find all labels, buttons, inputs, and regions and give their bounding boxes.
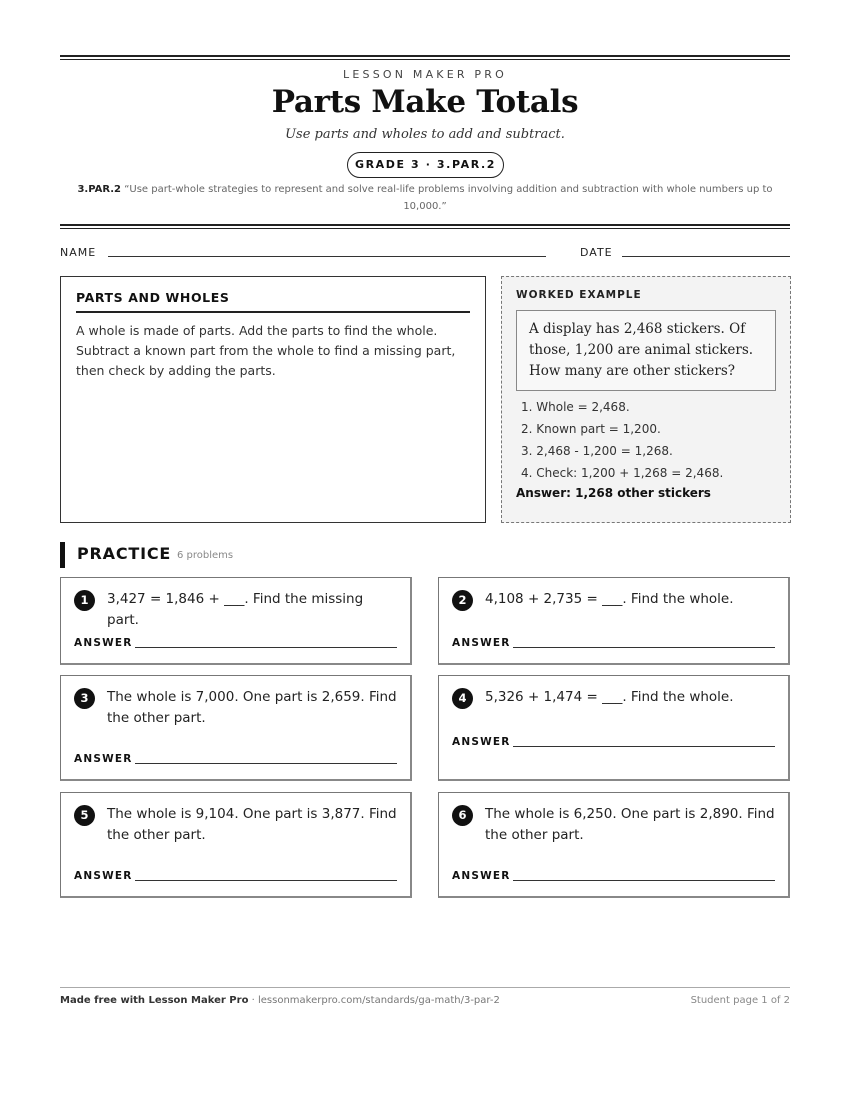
worked-example-problem: A display has 2,468 stickers. Of those, 1,200 are animal stickers. How many are other stickers?	[516, 310, 776, 391]
problem-card-2	[438, 577, 790, 665]
name-field[interactable]	[108, 256, 546, 257]
answer-label: ANSWER	[452, 870, 511, 882]
worked-example-heading: WORKED EXAMPLE	[516, 289, 642, 301]
date-label: DATE	[580, 246, 613, 259]
grade-badge: GRADE 3 · 3.PAR.2	[347, 152, 504, 178]
worked-example-steps	[516, 396, 776, 484]
top-double-rule	[60, 55, 790, 60]
answer-field[interactable]	[513, 647, 775, 648]
answer-label: ANSWER	[74, 753, 133, 765]
problem-card-6	[438, 792, 790, 898]
answer-label: ANSWER	[74, 637, 133, 649]
page-subtitle: Use parts and wholes to add and subtract.	[285, 127, 565, 142]
footer-link[interactable]: · lessonmakerpro.com/standards/ga-math/3-par-2	[248, 995, 500, 1006]
worked-example-answer: Answer: 1,268 other stickers	[516, 486, 711, 500]
standard-text: “Use part-whole strategies to represent and solve real-life problems involving addition and subtraction with whole numbers up to 10,000.”	[124, 184, 773, 212]
footer-credit	[60, 995, 500, 1006]
answer-field[interactable]	[513, 880, 775, 881]
standard-code: 3.PAR.2	[77, 184, 122, 195]
answer-label: ANSWER	[452, 637, 511, 649]
worked-step: 1. Whole = 2,468.	[521, 400, 630, 414]
problem-card-4	[438, 675, 790, 781]
footer-made-with: Made free with Lesson Maker Pro	[60, 995, 249, 1006]
problem-text: The whole is 9,104. One part is 3,877. Find the other part.	[107, 806, 397, 843]
footer-page-number: Student page 1 of 2	[690, 995, 790, 1006]
problem-number-badge: 6	[452, 805, 473, 826]
name-label: NAME	[60, 246, 97, 259]
brand-name: LESSON MAKER PRO	[343, 68, 507, 81]
problem-text: 3,427 = 1,846 + ___. Find the missing part.	[107, 591, 364, 628]
problem-text: 4,108 + 2,735 = ___. Find the whole.	[485, 591, 734, 607]
standard-description	[70, 181, 780, 215]
practice-accent-bar	[60, 542, 65, 568]
problem-number-badge: 3	[74, 688, 95, 709]
parts-box-body: A whole is made of parts. Add the parts to find the whole. Subtract a known part from the whole to find a missing part, then check by adding the parts.	[76, 323, 456, 378]
worked-step: 4. Check: 1,200 + 1,268 = 2,468.	[521, 466, 724, 480]
parts-and-wholes-box	[60, 276, 486, 523]
problem-card-1	[60, 577, 412, 665]
practice-heading: PRACTICE	[77, 544, 172, 563]
problem-number-badge: 2	[452, 590, 473, 611]
practice-count: 6 problems	[177, 550, 234, 561]
problem-card-3	[60, 675, 412, 781]
problem-number-badge: 5	[74, 805, 95, 826]
date-field[interactable]	[622, 256, 790, 257]
worked-example-box	[501, 276, 791, 523]
parts-box-heading: PARTS AND WHOLES	[76, 290, 470, 313]
answer-field[interactable]	[135, 647, 397, 648]
header-bottom-rule	[60, 224, 790, 229]
page-title: Parts Make Totals	[271, 84, 579, 120]
footer-rule	[60, 987, 790, 988]
answer-field[interactable]	[513, 746, 775, 747]
worked-step: 3. 2,468 - 1,200 = 1,268.	[521, 444, 673, 458]
answer-label: ANSWER	[452, 736, 511, 748]
problem-number-badge: 4	[452, 688, 473, 709]
answer-field[interactable]	[135, 763, 397, 764]
worked-step: 2. Known part = 1,200.	[521, 422, 661, 436]
problem-text: 5,326 + 1,474 = ___. Find the whole.	[485, 689, 734, 705]
problem-card-5	[60, 792, 412, 898]
answer-field[interactable]	[135, 880, 397, 881]
problem-number-badge: 1	[74, 590, 95, 611]
problem-text: The whole is 7,000. One part is 2,659. Find the other part.	[107, 689, 397, 726]
answer-label: ANSWER	[74, 870, 133, 882]
problem-text: The whole is 6,250. One part is 2,890. Find the other part.	[485, 806, 775, 843]
